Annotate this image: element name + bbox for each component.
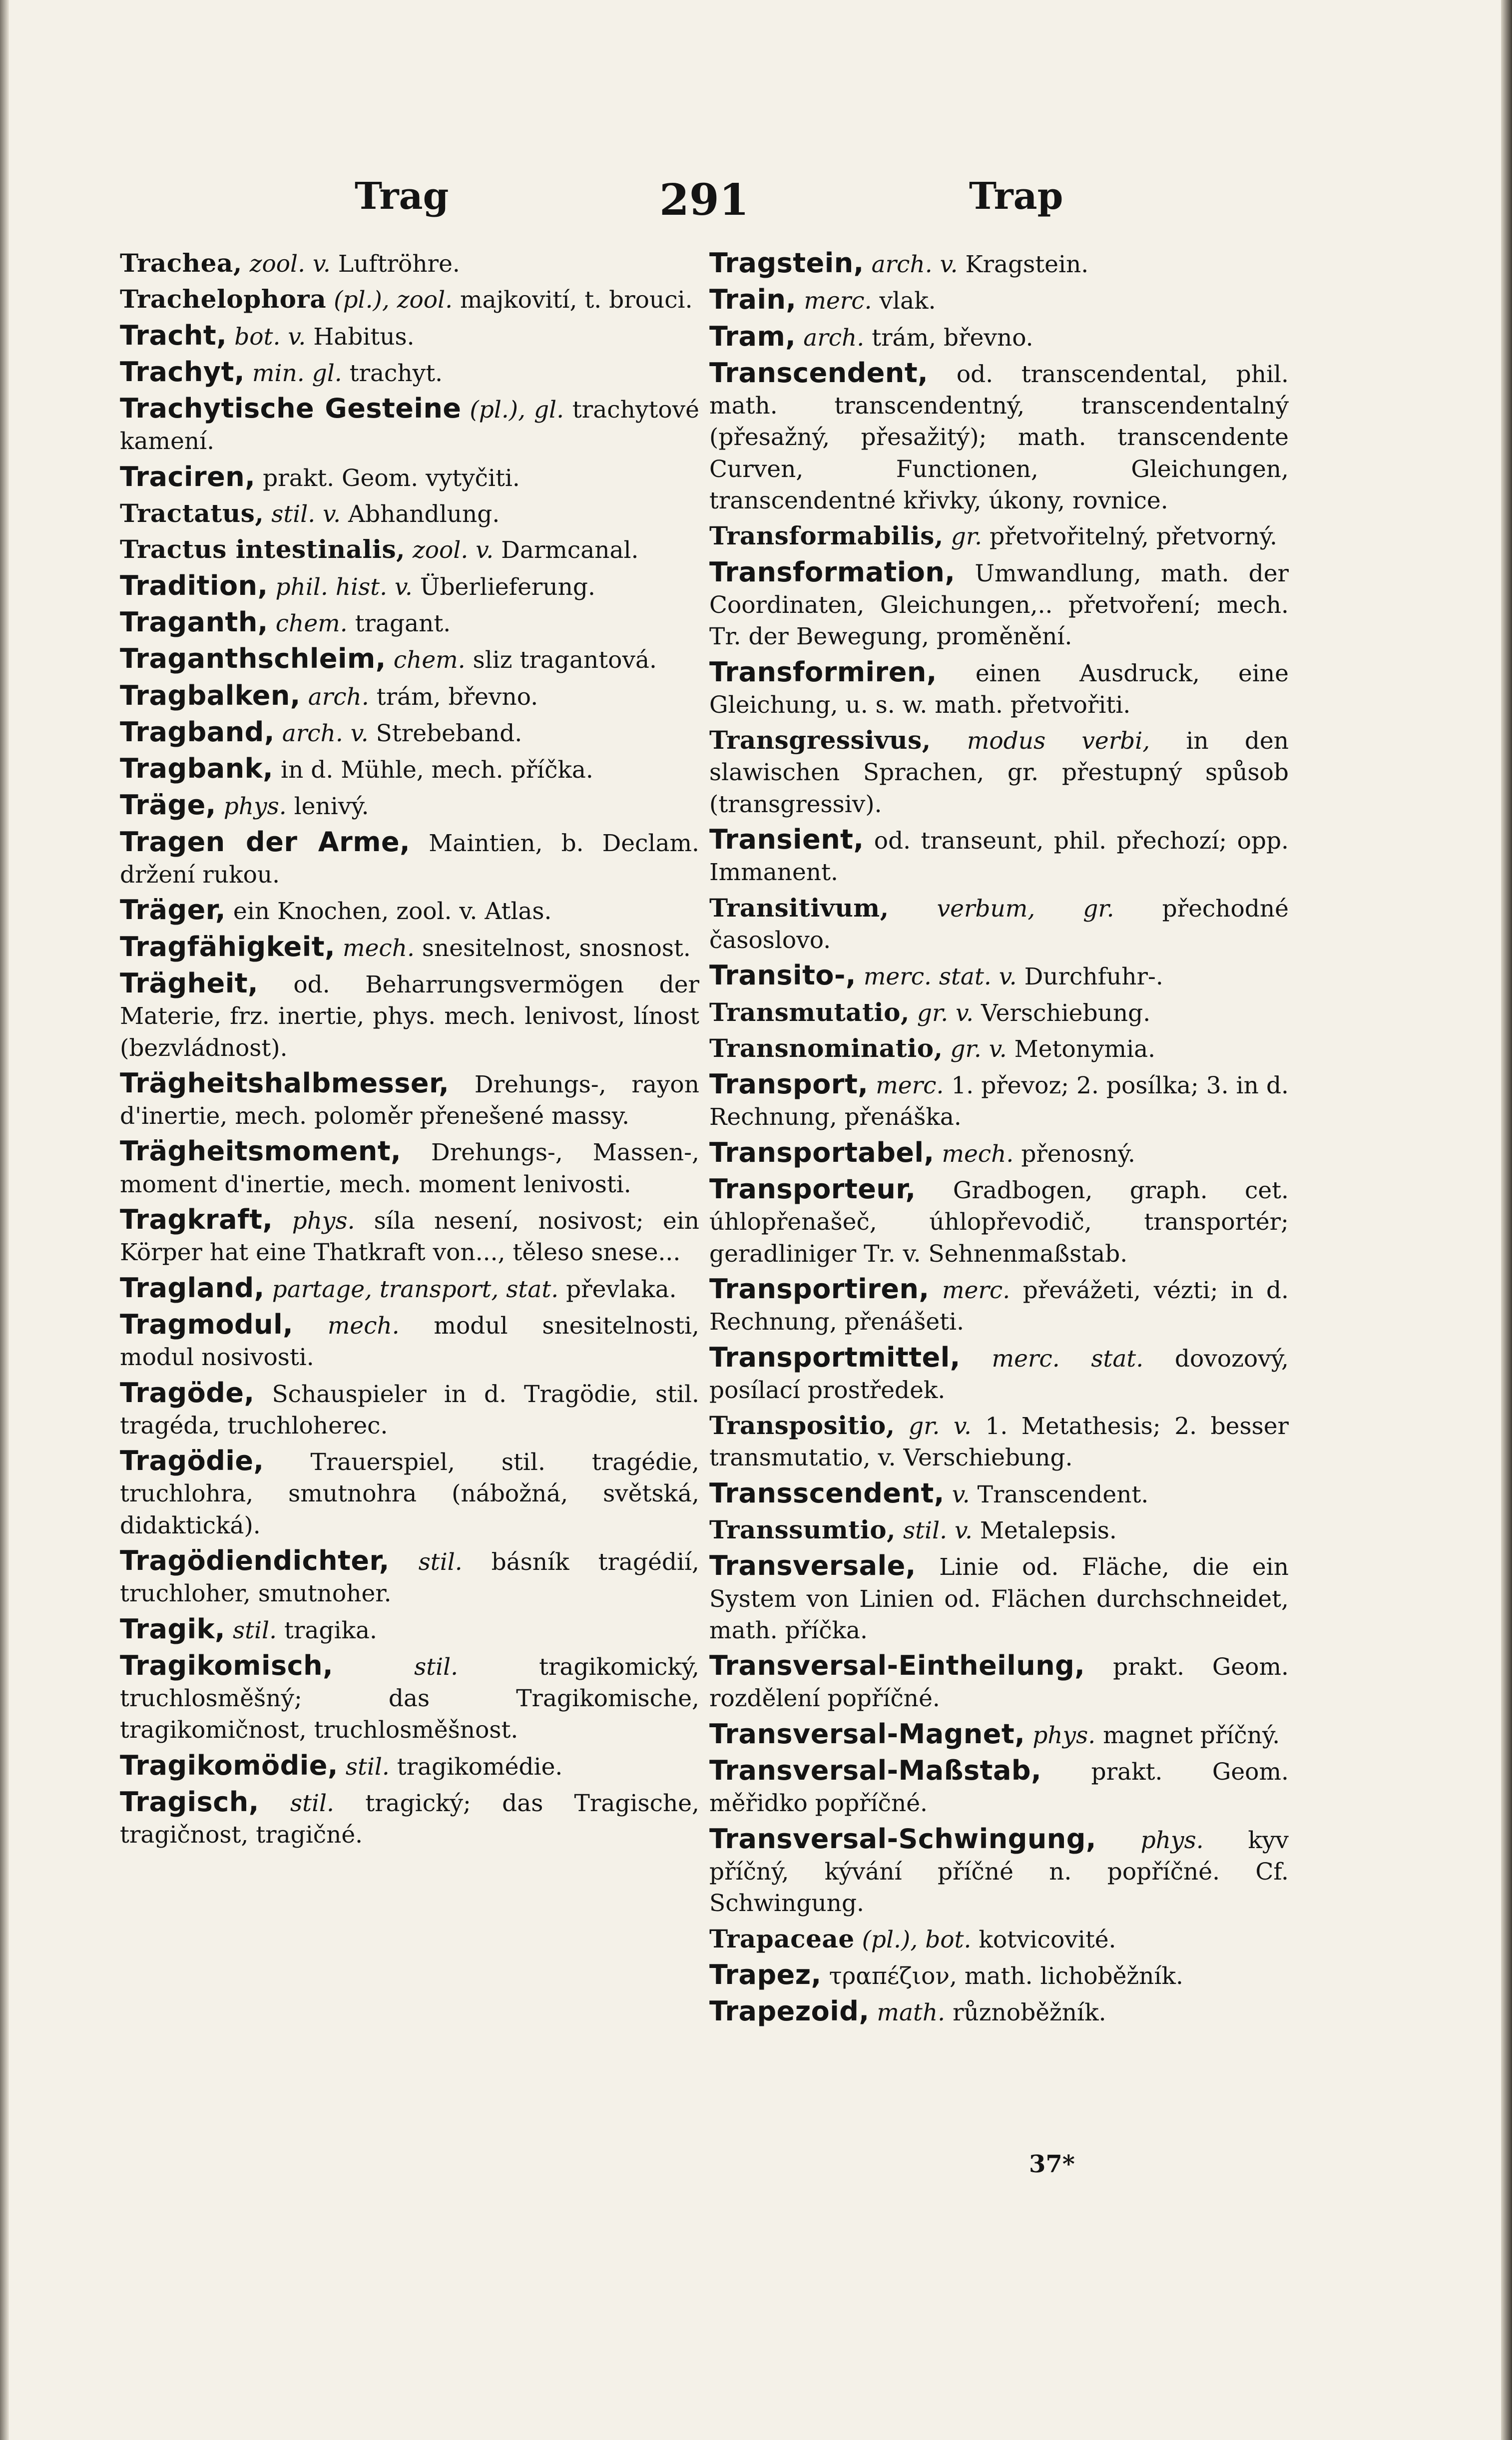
entry-headword: Transportiren, xyxy=(709,1273,930,1305)
dictionary-entry xyxy=(120,894,699,927)
entry-label: merc. xyxy=(804,287,872,315)
entry-headword: Transportmittel, xyxy=(709,1341,961,1373)
dictionary-entry xyxy=(120,931,699,964)
entry-label: phil. hist. v. xyxy=(275,573,413,601)
entry-headword: Traciren, xyxy=(120,461,256,492)
entry-definition: vlak. xyxy=(879,287,936,315)
entry-headword: Transscendent, xyxy=(709,1477,945,1509)
entry-headword: Trachea, xyxy=(120,248,242,278)
entry-headword: Tragland, xyxy=(120,1272,265,1304)
dictionary-entry xyxy=(120,1786,699,1851)
entry-label: merc. xyxy=(876,1072,944,1100)
entry-label: zool. v. xyxy=(413,536,494,564)
entry-label: stil. v. xyxy=(903,1516,973,1544)
entry-definition: Metalepsis. xyxy=(980,1516,1117,1544)
dictionary-entry xyxy=(120,393,699,458)
entry-label: mech. xyxy=(327,1312,400,1340)
entry-headword: Trägheitsmoment, xyxy=(120,1135,402,1167)
entry-headword: Tragöde, xyxy=(120,1377,255,1409)
dictionary-entry xyxy=(709,960,1289,992)
entry-headword: Trachytische Gesteine xyxy=(120,393,462,425)
entry-definition: einen Ausdruck, eine Gleichung, u. s. w. math. přetvořiti. xyxy=(709,659,1289,719)
entry-label: arch. v. xyxy=(282,719,369,747)
entry-headword: Transformation, xyxy=(709,556,956,588)
entry-headword: Tractus intestinalis, xyxy=(120,534,406,564)
dictionary-entry xyxy=(709,284,1289,317)
running-head-right: Trap xyxy=(969,175,1063,218)
entry-definition: síla nesení, nosivost; ein Körper hat eine Thatkraft von..., těleso snese... xyxy=(120,1207,699,1267)
entry-definition: in d. Mühle, mech. příčka. xyxy=(281,756,593,784)
page-number: 291 xyxy=(659,175,749,225)
entry-headword: Transmutatio, xyxy=(709,997,910,1027)
entry-definition: majkovití, t. brouci. xyxy=(460,286,693,314)
dictionary-entry xyxy=(709,321,1289,354)
entry-label: mech. xyxy=(343,934,415,962)
dictionary-entry xyxy=(120,320,699,353)
entry-definition: Durchfuhr-. xyxy=(1024,963,1163,991)
entry-headword: Tram, xyxy=(709,320,796,352)
entry-headword: Transformabilis, xyxy=(709,521,944,551)
entry-label: arch. xyxy=(803,324,865,352)
dictionary-entry xyxy=(120,606,699,639)
entry-definition: 1. převoz; 2. posílka; 3. in d. Rechnung, přenáška. xyxy=(709,1072,1289,1131)
entry-definition: sliz tragantová. xyxy=(473,646,657,674)
entry-headword: Transporteur, xyxy=(709,1173,916,1205)
entry-headword: Tragikomisch, xyxy=(120,1649,334,1681)
page-edge-right xyxy=(1501,0,1512,2440)
dictionary-entry xyxy=(120,1272,699,1305)
entry-definition: přechodné časoslovo. xyxy=(709,895,1289,954)
dictionary-entry xyxy=(120,1377,699,1442)
entry-definition: modul snesitelnosti, modul nosivosti. xyxy=(120,1312,699,1372)
entry-label: (pl.), gl. xyxy=(470,396,564,424)
entry-definition: tragický; das Tragische, tragičnost, tragičné. xyxy=(120,1790,699,1849)
dictionary-entry xyxy=(709,996,1289,1029)
dictionary-entry xyxy=(709,724,1289,820)
dictionary-entry xyxy=(709,1923,1289,1955)
entry-definition: Darmcanal. xyxy=(501,536,639,564)
dictionary-entry xyxy=(120,1445,699,1541)
entry-headword: Transitivum, xyxy=(709,893,889,923)
entry-headword: Transient, xyxy=(709,824,864,856)
dictionary-entry xyxy=(120,716,699,749)
entry-headword: Tragband, xyxy=(120,716,275,748)
entry-headword: Transversal-Eintheilung, xyxy=(709,1650,1085,1682)
entry-label: chem. xyxy=(393,646,466,674)
entry-headword: Tracht, xyxy=(120,319,227,351)
entry-label: zool. v. xyxy=(249,250,331,278)
entry-headword: Transpositio, xyxy=(709,1411,895,1441)
entry-label: phys. xyxy=(292,1207,355,1235)
entry-label: partage, transport, stat. xyxy=(272,1275,559,1303)
dictionary-entry xyxy=(120,1650,699,1746)
entry-definition: přenosný. xyxy=(1021,1140,1135,1168)
entry-definition: Trauerspiel, stil. tragédie, truchlohra, smutnohra (nábožná, světská, didaktická). xyxy=(120,1449,699,1539)
entry-label: merc. stat. xyxy=(992,1345,1144,1373)
entry-definition: Maintien, b. Declam. držení rukou. xyxy=(120,829,699,889)
entry-definition: Strebeband. xyxy=(376,719,522,747)
entry-headword: Träge, xyxy=(120,789,216,821)
entry-headword: Trachelophora xyxy=(120,284,327,314)
dictionary-entry xyxy=(709,1514,1289,1546)
entry-headword: Tragstein, xyxy=(709,247,864,279)
right-column xyxy=(709,247,1289,2032)
dictionary-entry xyxy=(120,570,699,603)
entry-definition: od. transcendental, phil. math. transcendentný, transcendentalný (přesažný, přesažitý); math. transcendente Curven, Functionen, Gleichungen, transcendentné křivky, úkony, rovnice. xyxy=(709,360,1289,515)
entry-label: phys. xyxy=(1032,1721,1096,1749)
entry-label: gr. v. xyxy=(909,1413,972,1441)
entry-headword: Transito-, xyxy=(709,960,856,991)
entry-definition: tragikomický, truchlosměšný; das Tragikomische, tragikomičnost, truchlosměšnost. xyxy=(120,1653,699,1744)
entry-definition: prakt. Geom. měřidko popříčné. xyxy=(709,1758,1289,1818)
dictionary-entry xyxy=(120,533,699,566)
entry-definition: prakt. Geom. vytyčiti. xyxy=(263,464,520,492)
dictionary-entry xyxy=(709,1032,1289,1065)
entry-definition: Schauspieler in d. Tragödie, stil. tragéda, truchloherec. xyxy=(120,1380,699,1440)
dictionary-entry xyxy=(120,680,699,713)
entry-headword: Trägheitshalbmesser, xyxy=(120,1067,450,1099)
entry-label: stil. xyxy=(418,1548,463,1576)
entry-headword: Transformiren, xyxy=(709,656,937,688)
entry-headword: Tradition, xyxy=(120,569,268,601)
entry-definition: Gradbogen, graph. cet. úhlopřenašeč, úhlopřevodič, transportér; geradliniger Tr. v. Sehnenmaßstab. xyxy=(709,1177,1289,1268)
entry-definition: τραπέζιον, math. lichoběžník. xyxy=(829,1962,1183,1990)
entry-headword: Trägheit, xyxy=(120,967,259,999)
page-edge-left xyxy=(0,0,9,2440)
entry-label: stil. xyxy=(345,1753,390,1781)
entry-label: gr. v. xyxy=(950,1035,1007,1063)
entry-definition: kyv příčný, kývání příčné n. popříčné. Cf. Schwingung. xyxy=(709,1826,1289,1918)
entry-definition: trachyt. xyxy=(349,359,443,387)
dictionary-entry xyxy=(709,1959,1289,1992)
dictionary-entry xyxy=(709,1823,1289,1920)
dictionary-entry xyxy=(709,1137,1289,1170)
entry-label: math. xyxy=(877,1999,946,2027)
entry-definition: ein Knochen, zool. v. Atlas. xyxy=(233,898,552,926)
entry-definition: dovozový, posílací prostředek. xyxy=(709,1345,1289,1404)
entry-label: chem. xyxy=(275,609,348,637)
entry-definition: Luftröhre. xyxy=(338,250,460,278)
entry-label: min. gl. xyxy=(252,359,342,387)
entry-definition: Abhandlung. xyxy=(348,500,500,528)
dictionary-entry xyxy=(120,1750,699,1783)
dictionary-entry xyxy=(709,1755,1289,1820)
entry-headword: Transversal-Maßstab, xyxy=(709,1755,1042,1787)
entry-headword: Transversale, xyxy=(709,1550,916,1582)
entry-headword: Tragbank, xyxy=(120,753,274,785)
entry-definition: básník tragédií, truchloher, smutnoher. xyxy=(120,1548,699,1608)
dictionary-entry xyxy=(709,357,1289,516)
entry-headword: Traganth, xyxy=(120,606,268,638)
entry-definition: Drehungs-, Massen-, moment d'inertie, mech. moment lenivosti. xyxy=(120,1139,699,1198)
entry-definition: převážeti, vézti; in d. Rechnung, přenášeti. xyxy=(709,1276,1289,1336)
dictionary-entry xyxy=(120,1067,699,1132)
entry-label: (pl.), zool. xyxy=(334,286,453,314)
entry-definition: od. Beharrungsvermögen der Materie, frz. inertie, phys. mech. lenivost, línost (bezvládnost). xyxy=(120,971,699,1062)
dictionary-entry xyxy=(120,1204,699,1269)
entry-definition: Überlieferung. xyxy=(420,573,595,601)
entry-definition: 1. Metathesis; 2. besser transmutatio, v. Verschiebung. xyxy=(709,1413,1289,1472)
dictionary-entry xyxy=(709,1995,1289,2028)
entry-label: stil. xyxy=(414,1653,459,1681)
entry-definition: tragikomédie. xyxy=(397,1753,563,1781)
entry-label: stil. v. xyxy=(271,500,341,528)
dictionary-entry xyxy=(120,643,699,676)
entry-headword: Transversal-Schwingung, xyxy=(709,1823,1096,1855)
entry-headword: Tragikomödie, xyxy=(120,1749,338,1781)
entry-headword: Tragen der Arme, xyxy=(120,826,411,858)
dictionary-entry xyxy=(120,1309,699,1374)
left-column xyxy=(120,247,699,1855)
dictionary-entry xyxy=(709,1173,1289,1270)
entry-headword: Traganthschleim, xyxy=(120,643,386,675)
dictionary-entry xyxy=(120,753,699,786)
entry-definition: trám, břevno. xyxy=(376,683,538,711)
running-head xyxy=(0,175,1512,235)
entry-label: arch. xyxy=(308,683,369,711)
dictionary-entry xyxy=(120,461,699,494)
entry-headword: Trapezoid, xyxy=(709,1995,870,2027)
dictionary-entry xyxy=(709,824,1289,889)
entry-definition: magnet příčný. xyxy=(1103,1721,1280,1749)
entry-label: merc. xyxy=(942,1276,1010,1304)
entry-definition: lenivý. xyxy=(294,793,369,821)
entry-headword: Tragfähigkeit, xyxy=(120,931,336,963)
entry-definition: Transcendent. xyxy=(977,1480,1149,1508)
entry-label: modus verbi, xyxy=(967,727,1150,755)
dictionary-entry xyxy=(709,892,1289,957)
entry-label: stil. xyxy=(290,1790,334,1818)
signature-mark: 37* xyxy=(1029,2150,1075,2178)
dictionary-entry xyxy=(120,1135,699,1200)
entry-label: arch. v. xyxy=(871,251,958,278)
entry-headword: Träger, xyxy=(120,894,226,926)
entry-label: verbum, gr. xyxy=(937,895,1114,923)
dictionary-entry xyxy=(120,968,699,1064)
dictionary-entry xyxy=(709,1718,1289,1751)
entry-headword: Trapaceae xyxy=(709,1924,855,1953)
entry-definition: Metonymia. xyxy=(1014,1035,1156,1063)
dictionary-entry xyxy=(120,789,699,822)
dictionary-entry xyxy=(709,1550,1289,1646)
entry-headword: Tragik, xyxy=(120,1613,226,1645)
dictionary-entry xyxy=(709,1068,1289,1133)
entry-headword: Tragödiendichter, xyxy=(120,1544,390,1576)
entry-headword: Transcendent, xyxy=(709,357,929,389)
dictionary-entry xyxy=(709,1477,1289,1510)
entry-headword: Transport, xyxy=(709,1068,869,1100)
entry-label: (pl.), bot. xyxy=(862,1926,972,1953)
entry-definition: Verschiebung. xyxy=(981,999,1151,1027)
entry-definition: přetvořitelný, přetvorný. xyxy=(990,523,1277,551)
dictionary-entry xyxy=(120,1545,699,1610)
entry-headword: Tragmodul, xyxy=(120,1308,294,1340)
entry-label: merc. stat. v. xyxy=(863,963,1017,991)
entry-headword: Transsumtio, xyxy=(709,1514,896,1544)
entry-label: v. xyxy=(952,1480,970,1508)
dictionary-entry xyxy=(120,247,699,280)
dictionary-entry xyxy=(709,1410,1289,1474)
entry-label: mech. xyxy=(942,1140,1014,1168)
entry-definition: kotvicovité. xyxy=(979,1926,1116,1953)
entry-headword: Transversal-Magnet, xyxy=(709,1718,1025,1750)
dictionary-entry xyxy=(709,556,1289,653)
entry-definition: převlaka. xyxy=(566,1275,677,1303)
entry-definition: Linie od. Fläche, die ein System von Linien od. Flächen durchschneidet, math. příčka. xyxy=(709,1553,1289,1644)
entry-definition: trám, břevno. xyxy=(872,324,1033,352)
dictionary-entry xyxy=(120,283,699,316)
entry-headword: Tragisch, xyxy=(120,1786,259,1818)
entry-definition: od. transeunt, phil. přechozí; opp. Immanent. xyxy=(709,827,1289,887)
dictionary-entry xyxy=(709,1273,1289,1338)
dictionary-entry xyxy=(709,1650,1289,1715)
entry-label: gr. v. xyxy=(917,999,974,1027)
dictionary-entry xyxy=(709,520,1289,552)
entry-headword: Transportabel, xyxy=(709,1136,935,1168)
entry-definition: trachytové kamení. xyxy=(120,396,699,456)
dictionary-entry xyxy=(120,497,699,530)
entry-label: gr. xyxy=(951,523,983,551)
entry-definition: Habitus. xyxy=(313,323,415,351)
entry-label: bot. v. xyxy=(234,323,306,351)
entry-definition: prakt. Geom. rozdělení popříčné. xyxy=(709,1653,1289,1713)
dictionary-entry xyxy=(120,356,699,389)
dictionary-entry xyxy=(120,826,699,891)
entry-headword: Trapez, xyxy=(709,1958,822,1990)
entry-label: phys. xyxy=(223,793,287,821)
entry-label: stil. xyxy=(233,1616,277,1644)
entry-definition: různoběžník. xyxy=(953,1999,1106,2027)
entry-headword: Train, xyxy=(709,284,797,316)
entry-definition: Umwandlung, math. der Coordinaten, Gleichungen,.. přetvoření; mech. Tr. der Bewegung, proměnění. xyxy=(709,559,1289,651)
entry-headword: Transgressivus, xyxy=(709,725,931,755)
dictionary-entry xyxy=(709,1342,1289,1407)
entry-headword: Tragödie, xyxy=(120,1445,264,1477)
entry-definition: snesitelnost, snosnost. xyxy=(422,934,691,962)
entry-headword: Transnominatio, xyxy=(709,1033,943,1063)
dictionary-entry xyxy=(709,656,1289,721)
entry-definition: Drehungs-, rayon d'inertie, mech. poloměr přenešené massy. xyxy=(120,1070,699,1130)
entry-headword: Tragkraft, xyxy=(120,1204,273,1236)
entry-definition: tragant. xyxy=(355,609,451,637)
entry-headword: Tractatus, xyxy=(120,498,264,528)
entry-label: phys. xyxy=(1140,1826,1204,1854)
entry-headword: Tragbalken, xyxy=(120,679,301,711)
running-head-left: Trag xyxy=(355,175,449,218)
entry-definition: in den slawischen Sprachen, gr. přestupný spůsob (transgressiv). xyxy=(709,727,1289,818)
dictionary-entry xyxy=(709,247,1289,280)
entry-definition: tragika. xyxy=(284,1616,377,1644)
entry-headword: Trachyt, xyxy=(120,356,245,388)
dictionary-entry xyxy=(120,1613,699,1646)
entry-definition: Kragstein. xyxy=(965,251,1089,278)
